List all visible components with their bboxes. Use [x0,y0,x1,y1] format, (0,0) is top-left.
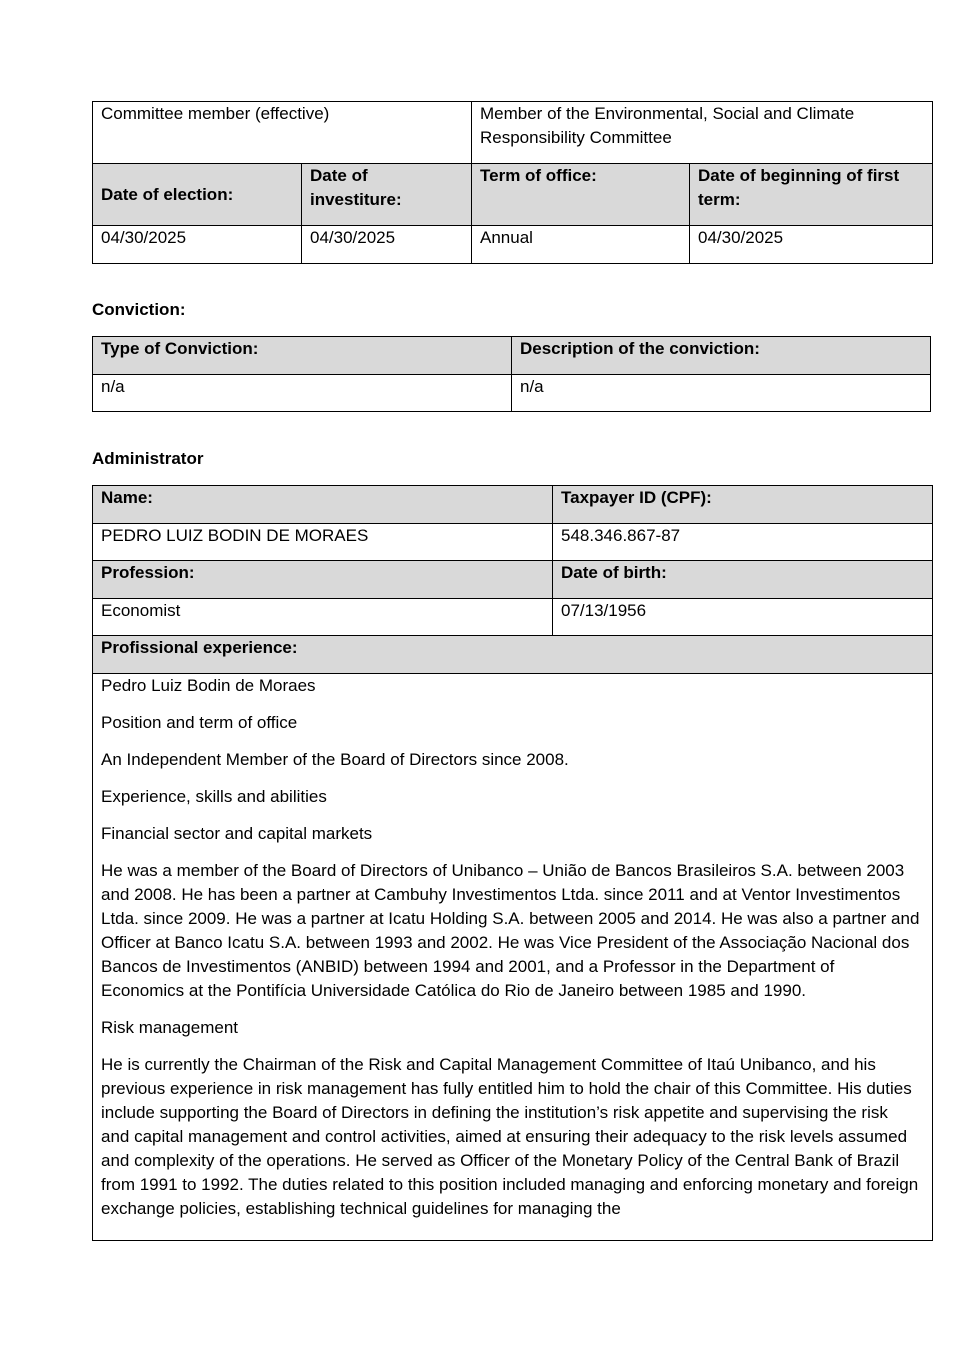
date-of-birth-value: 07/13/1956 [553,599,933,636]
date-of-election-header: Date of election: [93,164,302,226]
conviction-heading: Conviction: [92,300,186,319]
date-of-election-value: 04/30/2025 [93,226,302,264]
experience-risk-title: Risk management [101,1018,239,1037]
conviction-description-value: n/a [512,375,931,412]
date-of-first-term-value: 04/30/2025 [690,226,933,264]
committee-role-value: Member of the Environmental, Social and Climate Responsibility Committee [472,102,933,164]
professional-experience-content [93,674,933,1241]
date-of-investiture-value: 04/30/2025 [302,226,472,264]
conviction-description-header: Description of the conviction: [512,337,931,375]
experience-risk-text: He is currently the Chairman of the Risk and Capital Management Committee of Itaú Unibanco, and his previous experience in risk management has fully entitled him to hold the chair of this Committee. His duties include supporting the Board of Directors in defining the institution’s risk appetite and supervising the risk and capital management and control activities, aimed at ensuring their adequacy to the risk levels assumed and complexity of the operations. He served as Officer of the Monetary Policy of the Central Bank of Brazil from 1991 to 1992. The duties related to this position included managing and enforcing monetary and foreign exchange policies, establishing technical guidelines for managing the [101,1055,919,1218]
date-of-first-term-header: Date of beginning of first term: [690,164,933,226]
term-of-office-value: Annual [472,226,690,264]
conviction-type-value: n/a [93,375,512,412]
experience-position-title: Position and term of office [101,713,298,732]
professional-experience-header: Profissional experience: [93,636,933,674]
experience-financial-title: Financial sector and capital markets [101,824,373,843]
administrator-table [92,485,933,1241]
experience-person-name: Pedro Luiz Bodin de Moraes [101,676,316,695]
committee-table [92,101,933,264]
name-value: PEDRO LUIZ BODIN DE MORAES [93,524,553,561]
name-header: Name: [93,486,553,524]
term-of-office-header: Term of office: [472,164,690,226]
experience-financial-text: He was a member of the Board of Directors of Unibanco – União de Bancos Brasileiros S.A. between 2003 and 2008. He has been a partner at Cambuhy Investimentos Ltda. since 2011 and at Ventor Investimentos Ltda. since 2009. He was a partner at Icatu Holding S.A. between 2005 and 2014. He was also a partner and Officer at Banco Icatu S.A. between 1993 and 2002. He was Vice President of the Associação Nacional dos Bancos de Investimentos (ANBID) between 1994 and 2001, and a Professor in the Department of Economics at the Pontifícia Universidade Católica do Rio de Janeiro between 1985 and 1990. [101,861,920,1000]
administrator-heading: Administrator [92,449,204,468]
conviction-type-header: Type of Conviction: [93,337,512,375]
experience-skills-title: Experience, skills and abilities [101,787,327,806]
cpf-header: Taxpayer ID (CPF): [553,486,933,524]
cpf-value: 548.346.867-87 [553,524,933,561]
profession-value: Economist [93,599,553,636]
conviction-table [92,336,931,412]
date-of-birth-header: Date of birth: [553,561,933,599]
committee-role-label: Committee member (effective) [93,102,472,164]
date-of-investiture-header: Date of investiture: [302,164,472,226]
profession-header: Profession: [93,561,553,599]
experience-position-text: An Independent Member of the Board of Directors since 2008. [101,750,569,769]
